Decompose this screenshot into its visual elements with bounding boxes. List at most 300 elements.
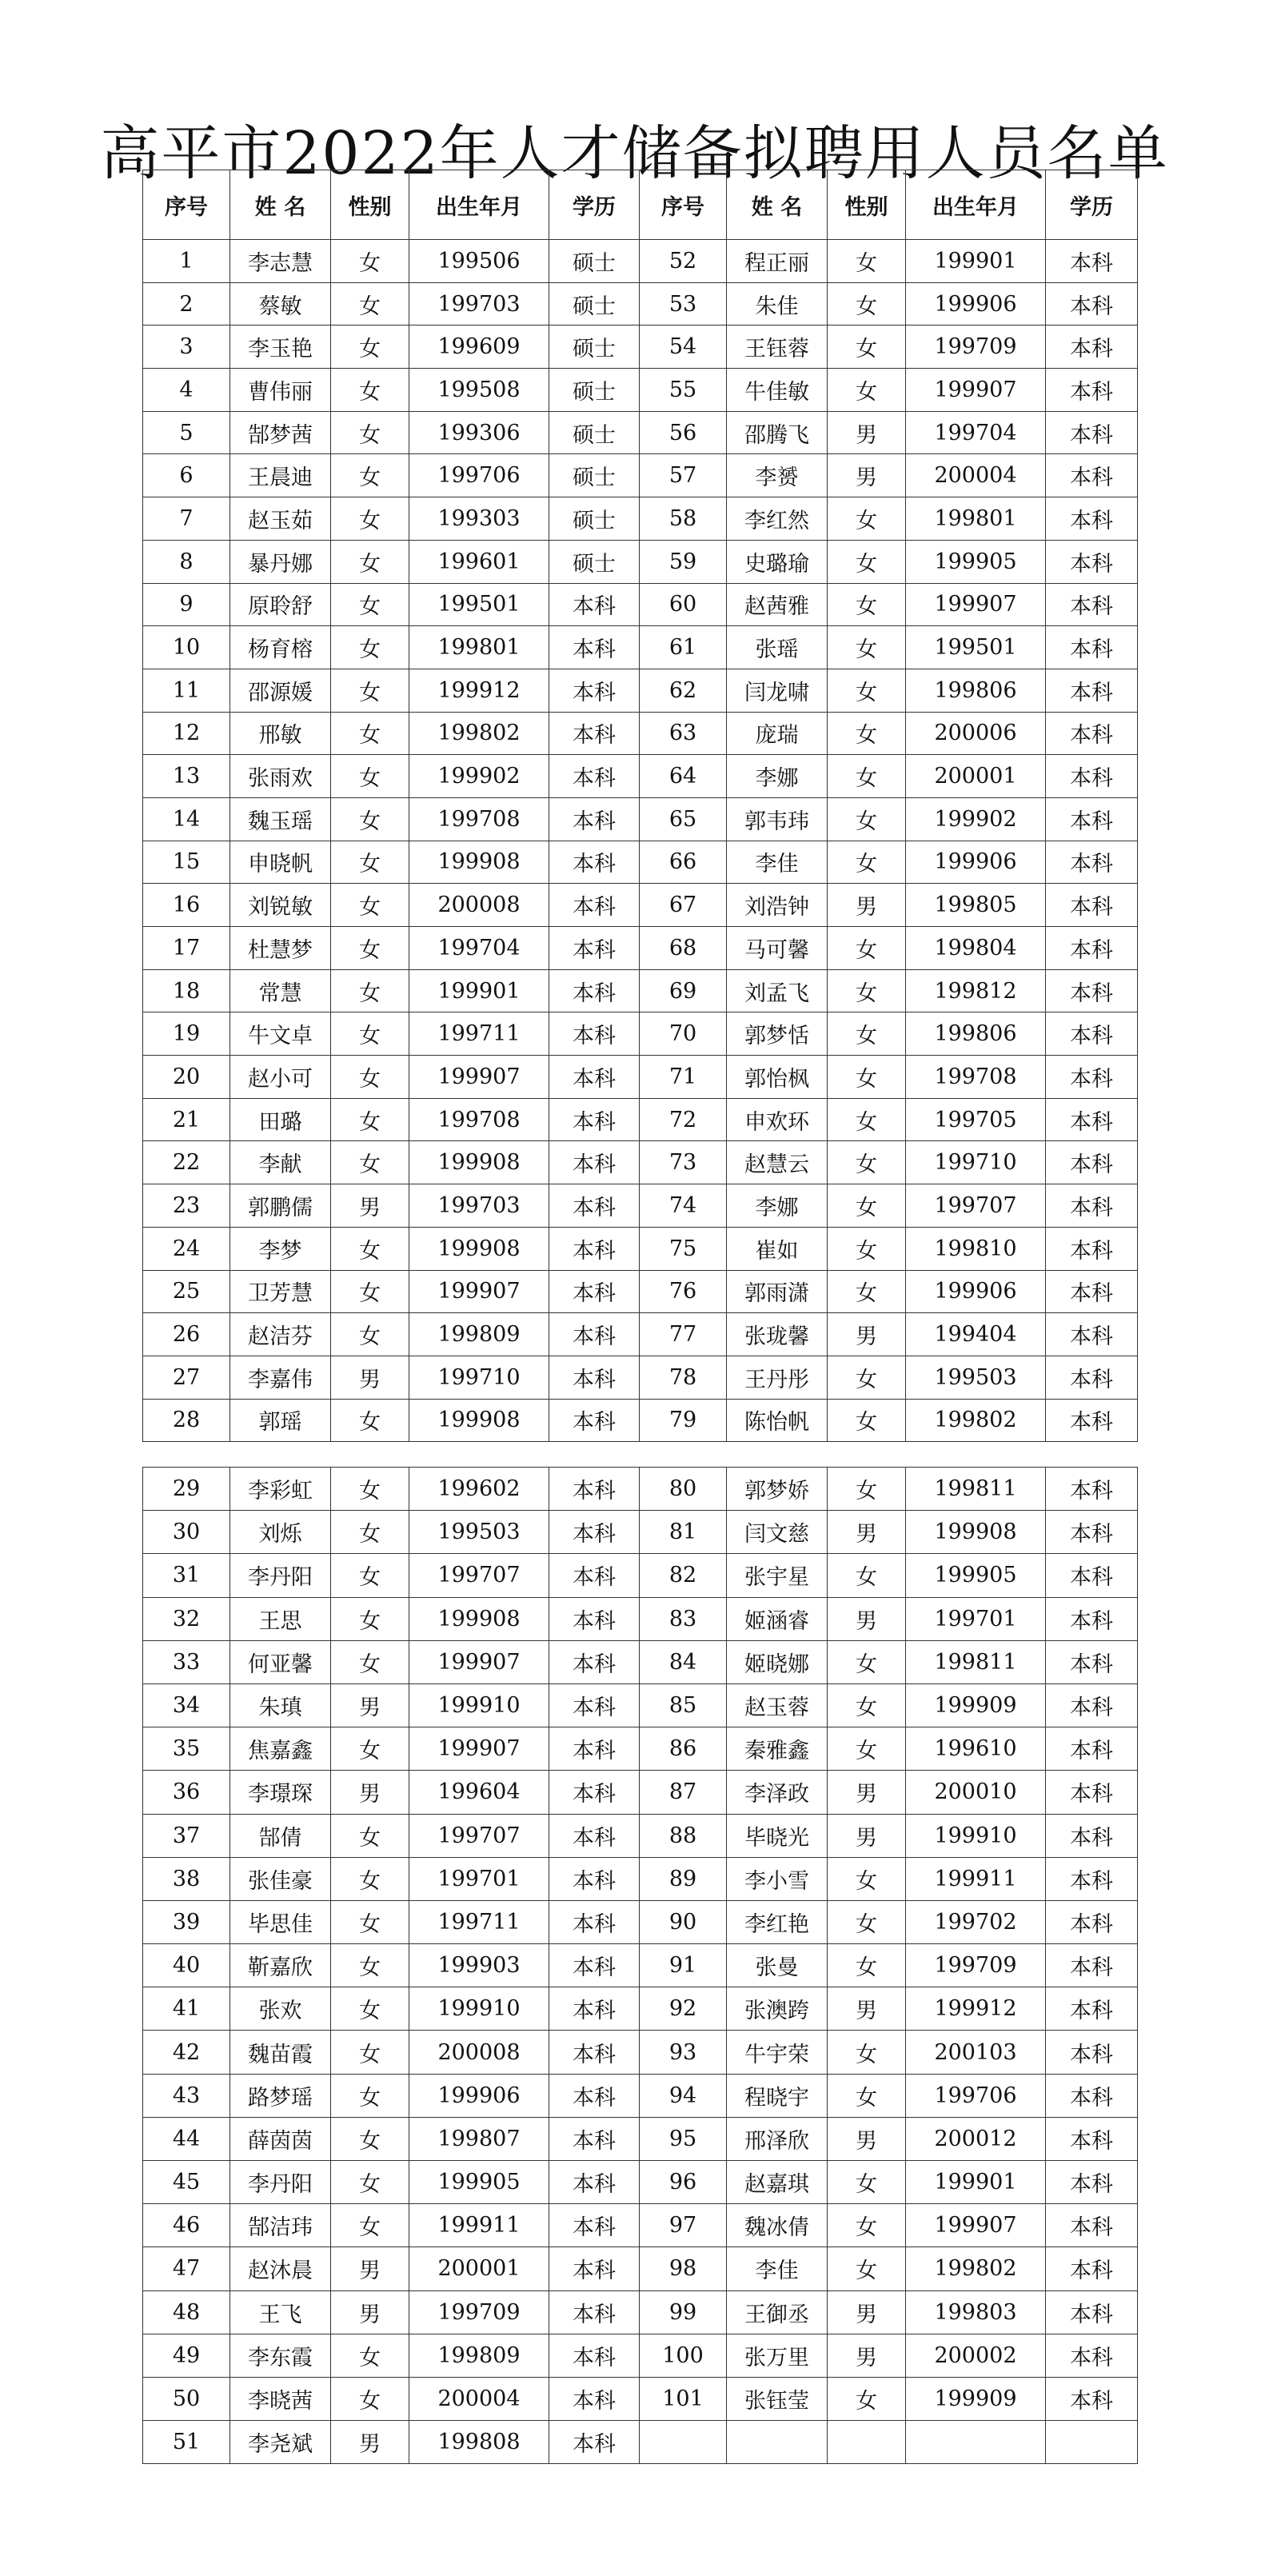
header-education: 学历 [549, 170, 640, 240]
seq-cell: 60 [640, 583, 727, 626]
birth-cell: 199708 [906, 1056, 1046, 1099]
birth-cell: 199501 [409, 583, 549, 626]
name-cell: 刘锐敏 [230, 884, 331, 927]
name-cell: 张钰莹 [727, 2377, 828, 2420]
name-cell: 郭瑶 [230, 1399, 331, 1442]
header-gender: 性别 [828, 170, 906, 240]
education-cell: 本科 [549, 1857, 640, 1900]
gender-cell: 女 [828, 755, 906, 798]
birth-cell: 199706 [409, 454, 549, 497]
birth-cell: 199710 [906, 1141, 1046, 1184]
education-cell: 本科 [549, 1141, 640, 1184]
name-cell: 张珑馨 [727, 1313, 828, 1356]
name-cell: 李玉艳 [230, 325, 331, 369]
birth-cell: 199912 [409, 669, 549, 712]
gender-cell: 女 [828, 497, 906, 541]
table-row [143, 712, 1138, 755]
birth-cell: 199709 [906, 325, 1046, 369]
table-row [143, 2074, 1138, 2117]
seq-cell: 62 [640, 669, 727, 712]
education-cell: 本科 [1046, 583, 1138, 626]
name-cell: 牛佳敏 [727, 369, 828, 412]
birth-cell: 199708 [409, 797, 549, 841]
gender-cell: 女 [331, 497, 409, 541]
table-row [143, 2334, 1138, 2377]
name-cell: 刘烁 [230, 1511, 331, 1554]
gender-cell [828, 2421, 906, 2464]
table-row [143, 1597, 1138, 1640]
name-cell: 闫龙啸 [727, 669, 828, 712]
name-cell: 魏苗霞 [230, 2031, 331, 2074]
name-cell: 李娜 [727, 1184, 828, 1228]
birth-cell: 199908 [906, 1511, 1046, 1554]
birth-cell: 199802 [409, 712, 549, 755]
name-cell: 薛茵茵 [230, 2117, 331, 2160]
gender-cell: 男 [331, 2421, 409, 2464]
seq-cell: 18 [143, 969, 230, 1012]
name-cell: 郭韦玮 [727, 797, 828, 841]
seq-cell: 72 [640, 1098, 727, 1141]
seq-cell: 37 [143, 1814, 230, 1857]
education-cell: 本科 [549, 927, 640, 970]
gender-cell: 女 [331, 797, 409, 841]
education-cell: 本科 [1046, 369, 1138, 412]
seq-cell: 27 [143, 1356, 230, 1399]
education-cell: 本科 [549, 1356, 640, 1399]
gender-cell: 女 [828, 1399, 906, 1442]
seq-cell: 39 [143, 1900, 230, 1943]
education-cell: 本科 [1046, 969, 1138, 1012]
birth-cell: 199907 [409, 1640, 549, 1683]
gender-cell: 男 [331, 1771, 409, 1814]
table-row [143, 1313, 1138, 1356]
gender-cell: 女 [828, 369, 906, 412]
gender-cell: 男 [828, 454, 906, 497]
gender-cell: 女 [331, 1399, 409, 1442]
name-cell: 常慧 [230, 969, 331, 1012]
education-cell: 本科 [1046, 2117, 1138, 2160]
birth-cell: 199812 [906, 969, 1046, 1012]
gender-cell: 女 [828, 1857, 906, 1900]
gender-cell: 男 [331, 2290, 409, 2334]
birth-cell: 199910 [409, 1683, 549, 1727]
gender-cell: 女 [331, 626, 409, 669]
education-cell: 本科 [549, 1056, 640, 1099]
header-seq: 序号 [640, 170, 727, 240]
table-row [143, 1554, 1138, 1597]
roster-table-page-2 [142, 1467, 1138, 2464]
seq-cell: 15 [143, 841, 230, 884]
birth-cell: 199808 [409, 2421, 549, 2464]
birth-cell: 199809 [409, 2334, 549, 2377]
name-cell: 李赟 [727, 454, 828, 497]
name-cell: 卫芳慧 [230, 1270, 331, 1313]
seq-cell: 85 [640, 1683, 727, 1727]
gender-cell: 女 [828, 325, 906, 369]
name-cell: 原聆舒 [230, 583, 331, 626]
seq-cell: 58 [640, 497, 727, 541]
name-cell: 陈怡帆 [727, 1399, 828, 1442]
gender-cell: 女 [828, 626, 906, 669]
seq-cell: 12 [143, 712, 230, 755]
education-cell: 本科 [1046, 797, 1138, 841]
education-cell: 本科 [1046, 2377, 1138, 2420]
name-cell: 郭梦娇 [727, 1468, 828, 1511]
birth-cell: 199811 [906, 1640, 1046, 1683]
table-row [143, 369, 1138, 412]
gender-cell: 女 [828, 669, 906, 712]
education-cell: 本科 [549, 2204, 640, 2247]
gender-cell: 女 [331, 1900, 409, 1943]
gender-cell: 男 [828, 1597, 906, 1640]
gender-cell: 女 [331, 1468, 409, 1511]
name-cell: 李璟琛 [230, 1771, 331, 1814]
birth-cell: 199609 [409, 325, 549, 369]
birth-cell: 199907 [906, 583, 1046, 626]
seq-cell: 7 [143, 497, 230, 541]
name-cell: 姬晓娜 [727, 1640, 828, 1683]
table-row [143, 497, 1138, 541]
gender-cell: 女 [828, 1683, 906, 1727]
education-cell: 本科 [549, 2247, 640, 2290]
name-cell: 史璐瑜 [727, 540, 828, 583]
birth-cell: 200010 [906, 1771, 1046, 1814]
table-row [143, 411, 1138, 454]
name-cell: 郭雨潇 [727, 1270, 828, 1313]
education-cell: 本科 [549, 1987, 640, 2031]
birth-cell: 199906 [906, 1270, 1046, 1313]
education-cell: 本科 [1046, 1683, 1138, 1727]
seq-cell: 9 [143, 583, 230, 626]
education-cell: 本科 [549, 1727, 640, 1771]
name-cell: 牛文卓 [230, 1012, 331, 1056]
seq-cell: 70 [640, 1012, 727, 1056]
name-cell: 李丹阳 [230, 2161, 331, 2204]
education-cell: 本科 [549, 1640, 640, 1683]
education-cell: 本科 [549, 1900, 640, 1943]
gender-cell: 女 [331, 1313, 409, 1356]
name-cell: 张万里 [727, 2334, 828, 2377]
birth-cell: 199907 [409, 1056, 549, 1099]
education-cell: 本科 [1046, 712, 1138, 755]
seq-cell: 96 [640, 2161, 727, 2204]
name-cell: 郭鹏儒 [230, 1184, 331, 1228]
birth-cell: 199404 [906, 1313, 1046, 1356]
name-cell: 魏玉瑶 [230, 797, 331, 841]
seq-cell: 11 [143, 669, 230, 712]
header-name: 姓 名 [230, 170, 331, 240]
seq-cell: 16 [143, 884, 230, 927]
gender-cell: 女 [828, 2031, 906, 2074]
seq-cell: 100 [640, 2334, 727, 2377]
name-cell: 张宇星 [727, 1554, 828, 1597]
education-cell: 本科 [1046, 841, 1138, 884]
table-row [143, 2031, 1138, 2074]
seq-cell: 78 [640, 1356, 727, 1399]
gender-cell: 男 [828, 2290, 906, 2334]
gender-cell: 男 [828, 1313, 906, 1356]
education-cell: 本科 [549, 626, 640, 669]
name-cell: 李红然 [727, 497, 828, 541]
gender-cell: 女 [828, 583, 906, 626]
name-cell: 李尧斌 [230, 2421, 331, 2464]
table-row [143, 1141, 1138, 1184]
seq-cell: 82 [640, 1554, 727, 1597]
name-cell: 曹伟丽 [230, 369, 331, 412]
gender-cell: 女 [331, 1857, 409, 1900]
seq-cell: 40 [143, 1944, 230, 1987]
education-cell: 本科 [1046, 2247, 1138, 2290]
birth-cell: 199508 [409, 369, 549, 412]
birth-cell: 199802 [906, 2247, 1046, 2290]
gender-cell: 女 [828, 1227, 906, 1270]
name-cell: 郜倩 [230, 1814, 331, 1857]
name-cell: 李献 [230, 1141, 331, 1184]
name-cell: 刘浩钟 [727, 884, 828, 927]
gender-cell: 男 [331, 1683, 409, 1727]
name-cell: 王晨迪 [230, 454, 331, 497]
education-cell: 本科 [1046, 454, 1138, 497]
seq-cell: 68 [640, 927, 727, 970]
seq-cell: 24 [143, 1227, 230, 1270]
table-row [143, 841, 1138, 884]
gender-cell: 女 [331, 1814, 409, 1857]
education-cell: 本科 [1046, 1056, 1138, 1099]
seq-cell: 67 [640, 884, 727, 927]
table-row [143, 325, 1138, 369]
gender-cell: 男 [828, 1814, 906, 1857]
education-cell: 本科 [1046, 540, 1138, 583]
education-cell: 本科 [1046, 1141, 1138, 1184]
gender-cell: 女 [828, 2247, 906, 2290]
birth-cell: 200001 [906, 755, 1046, 798]
birth-cell: 199703 [409, 282, 549, 325]
name-cell: 赵小可 [230, 1056, 331, 1099]
name-cell: 毕思佳 [230, 1900, 331, 1943]
gender-cell: 女 [828, 2377, 906, 2420]
name-cell: 李丹阳 [230, 1554, 331, 1597]
gender-cell: 男 [331, 2247, 409, 2290]
name-cell: 李红艳 [727, 1900, 828, 1943]
birth-cell: 199705 [906, 1098, 1046, 1141]
seq-cell: 33 [143, 1640, 230, 1683]
education-cell: 本科 [549, 969, 640, 1012]
education-cell: 硕士 [549, 411, 640, 454]
seq-cell: 56 [640, 411, 727, 454]
seq-cell: 31 [143, 1554, 230, 1597]
birth-cell: 199909 [906, 2377, 1046, 2420]
birth-cell: 200006 [906, 712, 1046, 755]
birth-cell: 200004 [409, 2377, 549, 2420]
name-cell: 李娜 [727, 755, 828, 798]
birth-cell: 199707 [906, 1184, 1046, 1228]
education-cell: 本科 [549, 884, 640, 927]
birth-cell: 199908 [409, 1141, 549, 1184]
seq-cell: 26 [143, 1313, 230, 1356]
education-cell: 本科 [549, 712, 640, 755]
education-cell: 本科 [549, 1184, 640, 1228]
name-cell: 李嘉伟 [230, 1356, 331, 1399]
birth-cell: 199906 [906, 841, 1046, 884]
gender-cell: 女 [828, 1141, 906, 1184]
seq-cell: 83 [640, 1597, 727, 1640]
education-cell: 本科 [1046, 1184, 1138, 1228]
name-cell: 程晓宇 [727, 2074, 828, 2117]
seq-cell: 8 [143, 540, 230, 583]
seq-cell: 23 [143, 1184, 230, 1228]
seq-cell: 30 [143, 1511, 230, 1554]
gender-cell: 女 [331, 240, 409, 283]
name-cell: 何亚馨 [230, 1640, 331, 1683]
education-cell [1046, 2421, 1138, 2464]
seq-cell: 48 [143, 2290, 230, 2334]
birth-cell [906, 2421, 1046, 2464]
gender-cell: 女 [828, 1944, 906, 1987]
name-cell [727, 2421, 828, 2464]
table-row [143, 2204, 1138, 2247]
education-cell: 本科 [549, 1270, 640, 1313]
name-cell: 李佳 [727, 841, 828, 884]
education-cell: 本科 [1046, 2290, 1138, 2334]
table-row [143, 969, 1138, 1012]
education-cell: 本科 [549, 2161, 640, 2204]
name-cell: 蔡敏 [230, 282, 331, 325]
gender-cell: 女 [828, 1468, 906, 1511]
gender-cell: 女 [828, 1640, 906, 1683]
gender-cell: 女 [828, 927, 906, 970]
education-cell: 硕士 [549, 454, 640, 497]
name-cell: 暴丹娜 [230, 540, 331, 583]
education-cell: 本科 [1046, 626, 1138, 669]
education-cell: 本科 [1046, 1098, 1138, 1141]
birth-cell: 199906 [409, 2074, 549, 2117]
seq-cell: 2 [143, 282, 230, 325]
gender-cell: 女 [828, 712, 906, 755]
education-cell: 本科 [549, 841, 640, 884]
seq-cell: 74 [640, 1184, 727, 1228]
birth-cell: 199506 [409, 240, 549, 283]
name-cell: 赵洁芬 [230, 1313, 331, 1356]
header-name: 姓 名 [727, 170, 828, 240]
education-cell: 本科 [1046, 325, 1138, 369]
birth-cell: 199503 [409, 1511, 549, 1554]
table-row [143, 1056, 1138, 1099]
education-cell: 本科 [549, 669, 640, 712]
gender-cell: 男 [828, 411, 906, 454]
birth-cell: 199804 [906, 927, 1046, 970]
birth-cell: 199805 [906, 884, 1046, 927]
table-row [143, 2377, 1138, 2420]
seq-cell: 71 [640, 1056, 727, 1099]
table-row [143, 2247, 1138, 2290]
table-row [143, 1640, 1138, 1683]
table-row [143, 1683, 1138, 1727]
birth-cell: 199912 [906, 1987, 1046, 2031]
seq-cell: 35 [143, 1727, 230, 1771]
seq-cell: 101 [640, 2377, 727, 2420]
name-cell: 李晓茜 [230, 2377, 331, 2420]
gender-cell: 女 [828, 282, 906, 325]
birth-cell: 199708 [409, 1098, 549, 1141]
education-cell: 本科 [549, 1313, 640, 1356]
name-cell: 王飞 [230, 2290, 331, 2334]
birth-cell: 199806 [906, 669, 1046, 712]
seq-cell: 29 [143, 1468, 230, 1511]
name-cell: 杜慧梦 [230, 927, 331, 970]
birth-cell: 199905 [409, 2161, 549, 2204]
seq-cell: 90 [640, 1900, 727, 1943]
name-cell: 赵嘉琪 [727, 2161, 828, 2204]
name-cell: 刘孟飞 [727, 969, 828, 1012]
gender-cell: 女 [331, 1554, 409, 1597]
name-cell: 张澳跨 [727, 1987, 828, 2031]
gender-cell: 女 [331, 1056, 409, 1099]
name-cell: 赵玉茹 [230, 497, 331, 541]
birth-cell: 199902 [409, 755, 549, 798]
birth-cell: 199503 [906, 1356, 1046, 1399]
gender-cell: 男 [331, 1184, 409, 1228]
gender-cell: 女 [331, 1098, 409, 1141]
name-cell: 魏冰倩 [727, 2204, 828, 2247]
gender-cell: 女 [331, 1944, 409, 1987]
birth-cell: 199703 [409, 1184, 549, 1228]
birth-cell: 199907 [409, 1270, 549, 1313]
gender-cell: 男 [828, 1511, 906, 1554]
gender-cell: 女 [331, 583, 409, 626]
education-cell: 本科 [549, 1683, 640, 1727]
gender-cell: 女 [828, 540, 906, 583]
seq-cell: 50 [143, 2377, 230, 2420]
table-row [143, 1511, 1138, 1554]
gender-cell: 女 [828, 1056, 906, 1099]
table-row [143, 1227, 1138, 1270]
birth-cell: 199907 [906, 2204, 1046, 2247]
birth-cell: 199811 [906, 1468, 1046, 1511]
birth-cell: 199704 [409, 927, 549, 970]
birth-cell: 199809 [409, 1313, 549, 1356]
birth-cell: 199907 [906, 369, 1046, 412]
seq-cell: 93 [640, 2031, 727, 2074]
name-cell: 王钰蓉 [727, 325, 828, 369]
education-cell: 本科 [1046, 2334, 1138, 2377]
gender-cell: 男 [828, 2334, 906, 2377]
gender-cell: 女 [828, 1727, 906, 1771]
gender-cell: 女 [331, 454, 409, 497]
name-cell: 李彩虹 [230, 1468, 331, 1511]
name-cell: 程正丽 [727, 240, 828, 283]
gender-cell: 女 [331, 1597, 409, 1640]
roster-table-page-1 [142, 170, 1138, 1442]
seq-cell: 77 [640, 1313, 727, 1356]
seq-cell: 36 [143, 1771, 230, 1814]
birth-cell: 200103 [906, 2031, 1046, 2074]
education-cell: 本科 [1046, 755, 1138, 798]
table-row [143, 884, 1138, 927]
seq-cell: 64 [640, 755, 727, 798]
gender-cell: 女 [331, 927, 409, 970]
education-cell: 本科 [1046, 1944, 1138, 1987]
table-row [143, 1356, 1138, 1399]
seq-cell: 22 [143, 1141, 230, 1184]
name-cell: 王思 [230, 1597, 331, 1640]
name-cell: 庞瑞 [727, 712, 828, 755]
seq-cell: 28 [143, 1399, 230, 1442]
seq-cell: 4 [143, 369, 230, 412]
education-cell: 硕士 [549, 325, 640, 369]
table-row [143, 282, 1138, 325]
name-cell: 李东霞 [230, 2334, 331, 2377]
name-cell: 申晓帆 [230, 841, 331, 884]
